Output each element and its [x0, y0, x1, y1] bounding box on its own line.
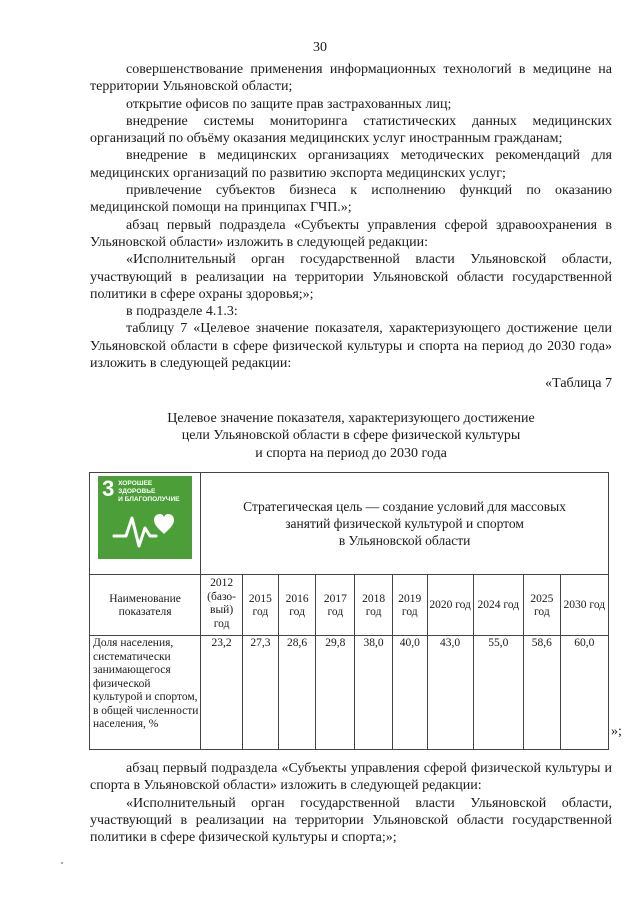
year-header: 2016 год: [278, 575, 316, 636]
table-title-line: и спорта на период до 2030 года: [255, 445, 447, 461]
value-cell: 55,0: [473, 636, 523, 750]
value-cell: 23,2: [201, 636, 243, 750]
strategic-goal-cell: [201, 473, 609, 575]
table-title-line: цели Ульяновской области в сфере физической культуры: [181, 428, 521, 444]
heartbeat-heart-icon: [112, 506, 180, 550]
paragraph: «Исполнительный орган государственной власти Ульяновской области, участвующий в реализации на территории Ульяновской области государственной политики в сфере охраны здоровья;»;: [90, 252, 612, 302]
paragraph: в подразделе 4.1.3:: [126, 304, 238, 320]
table-label: «Таблица 7: [545, 376, 612, 391]
year-header: 2019 год: [392, 575, 427, 636]
strategic-goal-line: занятий физической культурой и спортом: [285, 516, 524, 531]
row-label: Доля населения, систематически занимающегося физической культурой и спортом, в общей численности населения, %: [90, 636, 201, 750]
value-cell: 28,6: [278, 636, 316, 750]
sdg-title: [118, 480, 190, 504]
value-cell: 60,0: [560, 636, 608, 750]
year-header: 2030 год: [560, 575, 608, 636]
value-cell: 58,6: [523, 636, 560, 750]
paragraph: привлечение субъектов бизнеса к исполнению функций по оказанию медицинской помощи на принципах ГЧП.»;: [90, 183, 612, 216]
year-header: 2025 год: [523, 575, 560, 636]
year-header: 2012 (базо-вый) год: [201, 575, 243, 636]
paragraph: внедрение системы мониторинга статистических данных медицинских организаций по объёму оказания медицинских услуг иностранным гражданам;: [90, 113, 612, 147]
paragraph: внедрение в медицинских организациях методических рекомендаций для медицинских организаций по развитию экспорта медицинских услуг;: [90, 148, 612, 181]
sdg-number: 3: [102, 476, 115, 501]
sdg-badge: [98, 476, 192, 559]
table-row: [90, 636, 609, 750]
scan-speck: [61, 862, 63, 864]
sdg-badge-cell: [90, 473, 201, 575]
bottom-text-block: [90, 760, 612, 846]
page-number: 30: [313, 40, 327, 55]
paragraph: таблицу 7 «Целевое значение показателя, характеризующего достижение цели Ульяновской области в сфере физической культуры и спорта на период до 2030 года» изложить в следующей редакции:: [90, 321, 612, 372]
sdg-title-line: И БЛАГОПОЛУЧИЕ: [118, 496, 180, 503]
year-header: 2018 год: [355, 575, 393, 636]
table-title-line: Целевое значение показателя, характеризующего достижение: [167, 411, 535, 426]
year-header: 2017 год: [316, 575, 355, 636]
value-cell: 29,8: [316, 636, 355, 750]
paragraph: совершенствование применения информационных технологий в медицине на территории Ульяновской области;: [90, 62, 612, 95]
closing-mark: »;: [611, 724, 622, 739]
indicator-table: [89, 472, 609, 750]
paragraph: абзац первый подраздела «Субъекты управления сферой физической культуры и спорта в Ульяновской области» изложить в следующей редакции:: [90, 761, 612, 794]
value-cell: 43,0: [427, 636, 473, 750]
year-header: 2020 год: [427, 575, 473, 636]
top-text-block: [90, 61, 612, 372]
value-cell: 40,0: [392, 636, 427, 750]
year-header: 2015 год: [243, 575, 279, 636]
value-cell: 27,3: [243, 636, 279, 750]
paragraph: открытие офисов по защите прав застрахованных лиц;: [126, 96, 452, 112]
strategic-goal-line: в Ульяновской области: [338, 533, 471, 548]
sdg-title-line: ХОРОШЕЕ ЗДОРОВЬЕ: [118, 480, 156, 495]
paragraph: абзац первый подраздела «Субъекты управления сферой здравоохранения в Ульяновской области» изложить в следующей редакции:: [90, 217, 612, 250]
strategic-goal-line: Стратегическая цель — создание условий для массовых: [243, 499, 566, 514]
table-title: [90, 410, 612, 462]
paragraph: «Исполнительный орган государственной власти Ульяновской области, участвующий в реализации на территории Ульяновской области государственной политики в сфере физической культуры и спорта;»;: [90, 795, 612, 846]
table-header-row: [90, 575, 609, 636]
year-header: 2024 год: [473, 575, 523, 636]
indicator-header: Наименование показателя: [90, 575, 201, 636]
value-cell: 38,0: [355, 636, 393, 750]
